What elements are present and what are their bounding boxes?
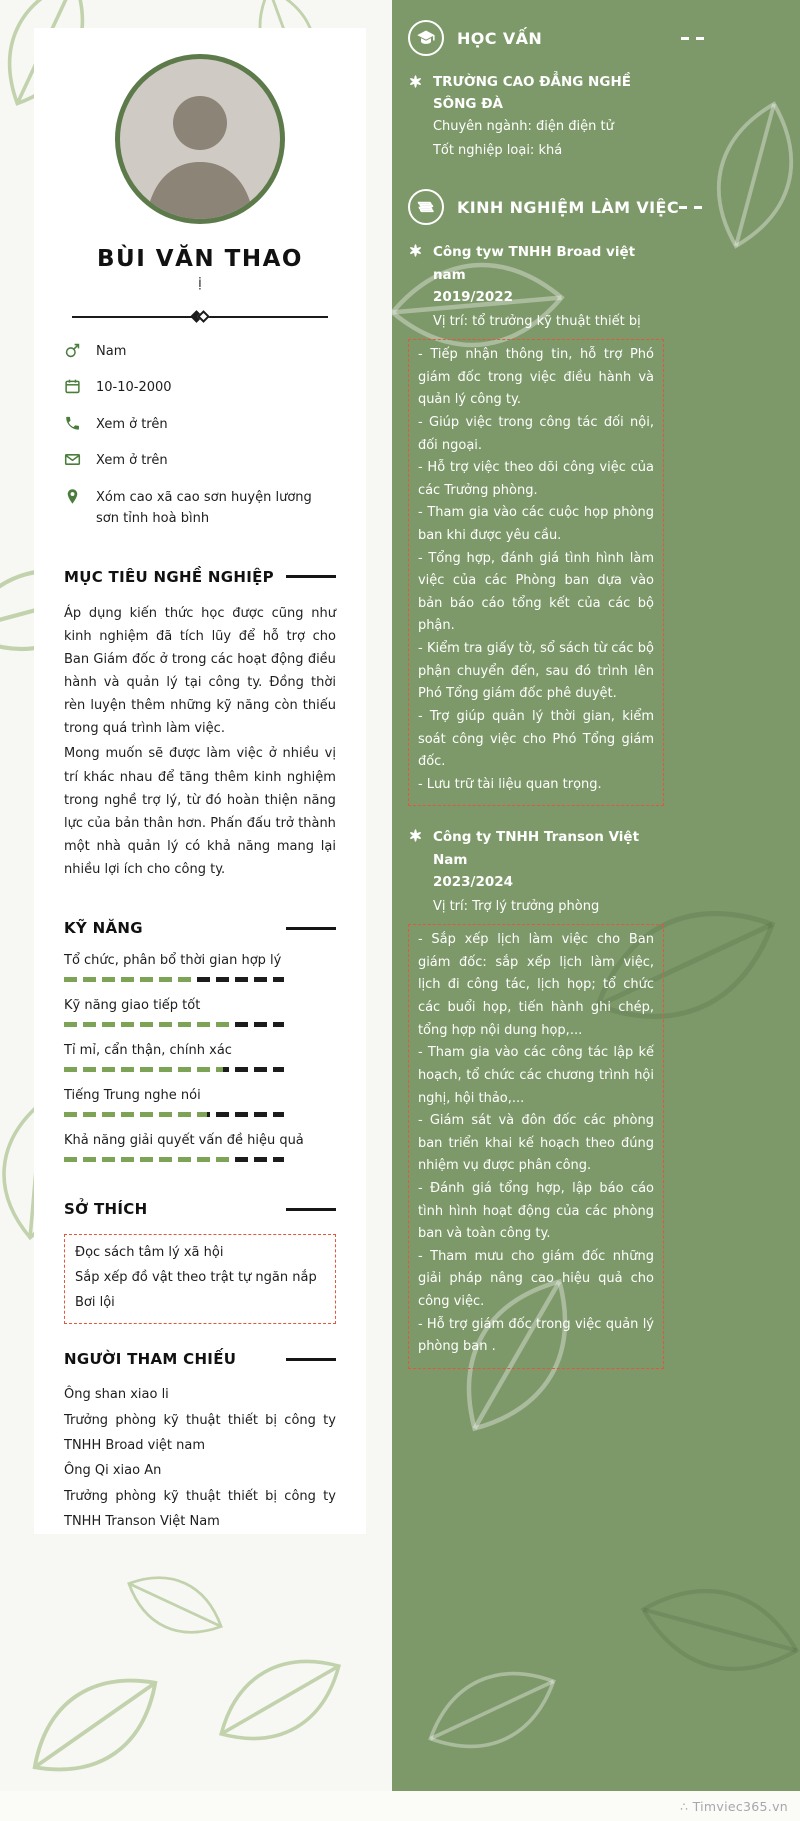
duty-line: - Giám sát và đôn đốc các phòng ban triển khai kế hoạch theo đúng nhiệm vụ được phân công.: [417, 1113, 654, 1174]
skill-bar: [64, 1067, 284, 1072]
objective-paragraph: Mong muốn sẽ được làm việc ở nhiều vị trí khác nhau để tăng thêm kinh nghiệm trong nghề trợ lý, từ đó hoàn thiện năng lực của bản thân hơn. Phấn đấu trở thành một nhà quản lý có khả năng mang lại nhiều lợi ích cho công ty.: [64, 746, 336, 877]
heading-line: [286, 1208, 336, 1211]
duty-line: - Lưu trữ tài liệu quan trọng.: [417, 776, 602, 792]
experience-title: KINH NGHIỆM LÀM VIỆC: [456, 197, 680, 217]
location-icon: [64, 488, 81, 505]
section-skills-header: [64, 919, 336, 937]
objective-paragraph: Áp dụng kiến thức học được cũng như kinh nghiệm đã tích lũy để hỗ trợ cho Ban Giám đốc ở trong các hoạt động điều hành và quản lý tại công ty. Đồng thời rèn luyện thêm những kỹ năng còn thiếu trong quá trình làm việc.: [64, 605, 336, 737]
person-silhouette: [125, 69, 275, 219]
job-period: 2019/2022: [432, 288, 514, 305]
skills-title: KỸ NĂNG: [64, 919, 143, 938]
company-name: Công ty TNHH Transon Việt Nam: [432, 829, 640, 868]
duty-line: - Hỗ trợ việc theo dõi công việc của các Trưởng phòng.: [417, 460, 654, 498]
info-row-address: [64, 487, 336, 530]
info-row-gender: [64, 341, 336, 362]
info-address: Xóm cao xã cao sơn huyện lương sơn tỉnh hoà bình: [96, 489, 312, 527]
skill-item: [64, 1133, 336, 1162]
email-icon: [64, 451, 81, 468]
references-title: NGƯỜI THAM CHIẾU: [64, 1350, 237, 1369]
job-position: Vị trí: Trợ lý trưởng phòng: [432, 899, 600, 915]
skill-label: Kỹ năng giao tiếp tốt: [64, 998, 201, 1014]
skill-bar: [64, 977, 284, 982]
job-heading: [408, 826, 664, 893]
duty-line: - Tham mưu cho giám đốc những giải pháp nâng cao hiệu quả cho công việc.: [417, 1248, 654, 1309]
skill-bar: [64, 1022, 284, 1027]
skill-label: Tổ chức, phân bổ thời gian hợp lý: [64, 953, 282, 969]
skill-item: [64, 953, 336, 982]
school-name: TRƯỜNG CAO ĐẲNG NGHỀ SÔNG ĐÀ: [432, 74, 631, 112]
hobby-item: Đọc sách tâm lý xã hội: [75, 1245, 224, 1261]
education-body: [408, 72, 664, 163]
duty-line: - Tổng hợp, đánh giá tình hình làm việc của các Phòng ban dựa vào bản báo cáo tổng kết của các bộ phận.: [417, 550, 654, 634]
info-row-email: [64, 450, 336, 471]
objective-title: MỤC TIÊU NGHỀ NGHIỆP: [64, 567, 274, 586]
heading-line: [286, 1358, 336, 1361]
education-title: HỌC VẤN: [456, 28, 543, 48]
duty-line: - Tiếp nhận thông tin, hỗ trợ Phó giám đốc trong việc điều hành và quản lý công ty.: [417, 347, 654, 408]
hobby-item: Sắp xếp đồ vật theo trật tự ngăn nắp: [75, 1269, 317, 1285]
section-references-header: [64, 1350, 336, 1368]
duty-line: - Giúp việc trong công tác đối nội, đối ngoại.: [417, 415, 654, 453]
section-experience-header: [408, 189, 704, 225]
phone-icon: [64, 415, 81, 432]
heading-line: [286, 927, 336, 930]
gender-icon: [64, 342, 81, 359]
education-grade: Tốt nghiệp loại: khá: [432, 143, 563, 159]
section-education-header: [408, 20, 704, 56]
skills-list: [64, 953, 336, 1162]
job-duties-box: [408, 339, 664, 806]
skill-label: Tỉ mỉ, cẩn thận, chính xác: [64, 1043, 232, 1059]
duty-line: - Kiểm tra giấy tờ, sổ sách từ các bộ phận chuyển đến, sau đó trình lên Phó Tổng giám đốc phê duyệt.: [417, 641, 654, 702]
heading-line: [286, 575, 336, 578]
footer-strip: [0, 1791, 800, 1821]
personal-info: [64, 341, 336, 530]
education-major: Chuyên ngành: điện điện tử: [432, 119, 614, 135]
right-content: [392, 0, 800, 1399]
skill-item: [64, 1043, 336, 1072]
duty-line: - Đánh giá tổng hợp, lập báo cáo tình hình hoạt động của các phòng ban và toàn công ty.: [417, 1180, 654, 1242]
skill-bar: [64, 1112, 284, 1117]
watermark: ∴ Timviec365.vn: [680, 1798, 788, 1814]
reference-line: Ông shan xiao li: [64, 1387, 169, 1403]
duty-line: - Trợ giúp quản lý thời gian, kiểm soát công việc cho Phó Tổng giám đốc.: [417, 708, 654, 770]
skill-bar: [64, 1157, 284, 1162]
flower-bullet-icon: [408, 74, 423, 93]
duty-line: - Tham gia vào các công tác lập kế hoạch, tổ chức các chương trình hội nghị, hội thảo,...: [417, 1045, 654, 1106]
candidate-name: BÙI VĂN THAO: [97, 246, 303, 272]
skill-fill: [64, 1067, 223, 1072]
references-list: [64, 1382, 336, 1534]
profile-photo: [115, 54, 285, 224]
leaf-decoration: [415, 1633, 569, 1787]
flower-bullet-icon: [408, 243, 423, 262]
hobbies-title: SỞ THÍCH: [64, 1200, 148, 1219]
duty-line: - Tham gia vào các cuộc họp phòng ban khi được yêu cầu.: [417, 505, 654, 544]
job-position: Vị trí: tổ trưởng kỹ thuật thiết bị: [432, 314, 641, 330]
reference-line: Trưởng phòng kỹ thuật thiết bị công ty TNHH Transon Việt Nam: [64, 1488, 336, 1529]
job-heading: [408, 241, 664, 308]
duty-line: - Sắp xếp lịch làm việc cho Ban giám đốc: sắp xếp lịch làm việc, lịch đi công tác, lịch họp; tổ chức các buổi họp, tiến hành ghi chép, tổng hợp nội dung họp,...: [417, 932, 654, 1038]
reference-line: Trưởng phòng kỹ thuật thiết bị công ty TNHH Broad việt nam: [64, 1412, 336, 1453]
section-objective-header: [64, 568, 336, 586]
info-row-birthday: [64, 377, 336, 398]
skill-item: [64, 998, 336, 1027]
graduation-cap-icon: [408, 20, 444, 56]
info-gender: Nam: [96, 344, 127, 359]
hobbies-box: [64, 1234, 336, 1324]
skill-fill: [64, 1157, 229, 1162]
info-row-phone: [64, 414, 336, 435]
left-card: [34, 28, 366, 1534]
skill-fill: [64, 1112, 207, 1117]
hobby-item: Bơi lội: [75, 1294, 115, 1310]
skill-fill: [64, 977, 192, 982]
skill-item: [64, 1088, 336, 1117]
name-divider: [72, 312, 328, 321]
books-icon: [408, 189, 444, 225]
job-duties-box: [408, 924, 664, 1369]
header-dashes: [681, 37, 704, 40]
job-entry-2: [408, 826, 664, 1368]
skill-label: Tiếng Trung nghe nói: [64, 1088, 201, 1104]
duty-line: - Hỗ trợ giám đốc trong việc quản lý phòng ban .: [417, 1316, 654, 1355]
leaf-decoration: [624, 1534, 800, 1725]
right-column: [392, 0, 800, 1791]
left-column: [0, 0, 392, 1821]
candidate-subtitle: ị: [198, 276, 202, 291]
job-period: 2023/2024: [432, 873, 514, 890]
education-entry: [408, 72, 664, 115]
reference-line: Ông Qi xiao An: [64, 1463, 162, 1479]
section-hobbies-header: [64, 1200, 336, 1218]
job-entry-1: [408, 241, 664, 806]
header-dashes: [679, 206, 704, 209]
flower-bullet-icon: [408, 828, 423, 847]
calendar-icon: [64, 378, 81, 395]
company-name: Công tyw TNHH Broad việt nam: [432, 244, 636, 283]
info-birthday: 10-10-2000: [96, 380, 172, 396]
info-phone: Xem ở trên: [96, 416, 168, 432]
skill-label: Khả năng giải quyết vấn đề hiệu quả: [64, 1133, 304, 1149]
skill-fill: [64, 1022, 229, 1027]
info-email: Xem ở trên: [96, 453, 168, 469]
